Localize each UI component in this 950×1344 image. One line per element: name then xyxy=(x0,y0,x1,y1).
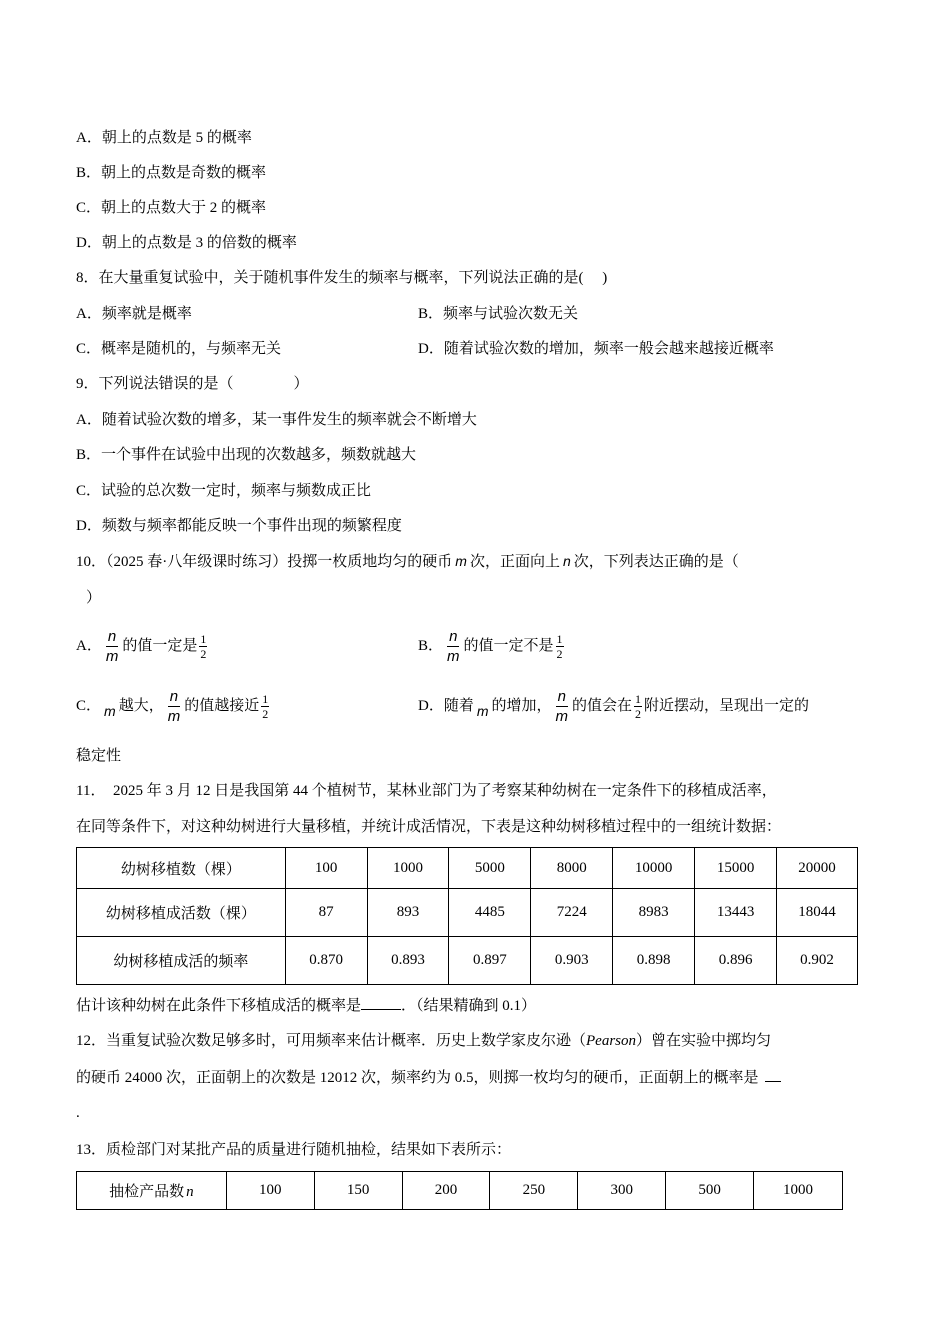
table-cell: 0.897 xyxy=(449,937,531,985)
fraction-one-half: $\frac{1}{2}$ xyxy=(556,632,563,662)
table-row xyxy=(77,937,858,985)
q8-option-b: B．频率与试验次数无关 xyxy=(418,306,579,322)
table-cell: 500 xyxy=(666,1172,754,1210)
table-cell: 150 xyxy=(314,1172,402,1210)
table-cell: 8983 xyxy=(613,889,695,937)
q10-option-b: B． $\frac{n}{m}$ 的值一定不是 $\frac{1}{2}$ xyxy=(418,628,563,666)
table-row xyxy=(77,848,858,889)
q9-stem: 9．下列说法错误的是（ ） xyxy=(76,376,309,392)
q11-stem-line1: 11． 2025 年 3 月 12 日是我国第 44 个植树节，某林业部门为了考察某种幼树在一定条件下的移植成活率， xyxy=(76,783,777,799)
q7-option-c: C．朝上的点数大于 2 的概率 xyxy=(76,200,267,216)
q11-question: 估计该种幼树在此条件下移植成活的概率是 ．（结果精确到 0.1） xyxy=(76,998,537,1014)
q10-source: （2025 春·八年级课时练习） xyxy=(106,554,288,570)
table-row-header: 幼树移植数（棵） xyxy=(77,848,286,889)
table-cell: 1000 xyxy=(754,1172,843,1210)
table-cell: 7224 xyxy=(531,889,613,937)
table-cell: 1000 xyxy=(367,848,449,889)
fraction-n-over-m: $\frac{n}{m}$ xyxy=(447,628,460,666)
q9-option-b: B．一个事件在试验中出现的次数越多，频数就越大 xyxy=(76,447,417,463)
table-cell: 4485 xyxy=(449,889,531,937)
table-cell: 0.903 xyxy=(531,937,613,985)
q10-option-d-continued: 稳定性 xyxy=(76,748,122,764)
table-row-header: 幼树移植成活的频率 xyxy=(77,937,286,985)
table-cell: 18044 xyxy=(777,889,858,937)
table-cell: 250 xyxy=(490,1172,578,1210)
q8-option-c: C．概率是随机的，与频率无关 xyxy=(76,341,282,357)
q8-option-a: A．频率就是概率 xyxy=(76,306,192,322)
fraction-one-half: $\frac{1}{2}$ xyxy=(200,632,207,662)
q12-line2: 的硬币 24000 次，正面朝上的次数是 12012 次，频率约为 0.5，则掷一枚均匀的硬币，正面朝上的概率是 xyxy=(76,1068,781,1088)
answer-blank xyxy=(765,1081,781,1082)
q10-option-c: C． m 越大， $\frac{n}{m}$ 的值越接近 $\frac{1}{2}$ xyxy=(76,688,269,726)
q9-option-c: C．试验的总次数一定时，频率与频数成正比 xyxy=(76,483,372,499)
table-cell: 0.870 xyxy=(285,937,367,985)
q9-option-a: A．随着试验次数的增多，某一事件发生的频率就会不断增大 xyxy=(76,412,477,428)
table-cell: 10000 xyxy=(613,848,695,889)
fraction-n-over-m: $\frac{n}{m}$ xyxy=(105,628,119,666)
table-row-header: 幼树移植成活数（棵） xyxy=(77,889,286,937)
q12-line3: . xyxy=(76,1105,80,1121)
table-cell: 100 xyxy=(285,848,367,889)
table-cell: 8000 xyxy=(531,848,613,889)
q11-stem-line2: 在同等条件下，对这种幼树进行大量移植，并统计成活情况，下表是这种幼树移植过程中的一组统计数据： xyxy=(76,819,782,835)
table-cell: 20000 xyxy=(777,848,858,889)
q13-table-header-cell: 抽检产品数 n xyxy=(77,1172,227,1210)
table-cell: 15000 xyxy=(695,848,777,889)
q9-option-d: D．频数与频率都能反映一个事件出现的频繁程度 xyxy=(76,518,402,534)
table-cell: 300 xyxy=(578,1172,666,1210)
q12-line1: 12．当重复试验次数足够多时，可用频率来估计概率．历史上数学家皮尔逊（Pearson）曾在实验中掷均匀 xyxy=(76,1033,772,1049)
q10-var-m: m xyxy=(455,553,467,569)
q7-option-d: D．朝上的点数是 3 的倍数的概率 xyxy=(76,235,297,251)
q10-stem: 10．（2025 春·八年级课时练习）投掷一枚质地均匀的硬币 m 次，正面向上 n 次，下列表达正确的是（ xyxy=(76,553,739,570)
q10-option-d: D．随着 m 的增加， $\frac{n}{m}$ 的值会在 $\frac{1}{2}$ 附近摆动，呈现出一定的 xyxy=(418,688,810,726)
q13-stem: 13．质检部门对某批产品的质量进行随机抽检，结果如下表所示： xyxy=(76,1142,512,1158)
answer-blank xyxy=(361,1009,401,1010)
table-cell: 0.893 xyxy=(367,937,449,985)
q10-option-a: A． $\frac{n}{m}$ 的值一定是 $\frac{1}{2}$ xyxy=(76,628,207,666)
q7-option-b: B．朝上的点数是奇数的概率 xyxy=(76,165,267,181)
fraction-n-over-m: $\frac{n}{m}$ xyxy=(555,688,569,726)
q10-number: 10． xyxy=(76,554,107,570)
table-cell: 13443 xyxy=(695,889,777,937)
table-cell: 0.896 xyxy=(695,937,777,985)
q10-var-n: n xyxy=(562,553,571,569)
q7-option-a: A．朝上的点数是 5 的概率 xyxy=(76,130,252,146)
q10-stem-close: ） xyxy=(86,590,102,606)
table-cell: 0.898 xyxy=(613,937,695,985)
q8-option-d: D．随着试验次数的增加，频率一般会越来越接近概率 xyxy=(418,341,774,357)
table-cell: 0.902 xyxy=(777,937,858,985)
q8-stem: 8．在大量重复试验中，关于随机事件发生的频率与概率，下列说法正确的是( ) xyxy=(76,270,608,286)
q12-name-pearson: Pearson xyxy=(586,1033,637,1049)
table-cell: 87 xyxy=(285,889,367,937)
q13-table xyxy=(76,1171,843,1210)
table-cell: 5000 xyxy=(449,848,531,889)
q11-table xyxy=(76,847,858,985)
table-cell: 100 xyxy=(226,1172,314,1210)
table-cell: 893 xyxy=(367,889,449,937)
fraction-n-over-m: $\frac{n}{m}$ xyxy=(167,688,181,726)
table-row xyxy=(77,889,858,937)
table-cell: 200 xyxy=(402,1172,490,1210)
fraction-one-half: $\frac{1}{2}$ xyxy=(262,692,269,722)
fraction-one-half: $\frac{1}{2}$ xyxy=(635,692,642,722)
